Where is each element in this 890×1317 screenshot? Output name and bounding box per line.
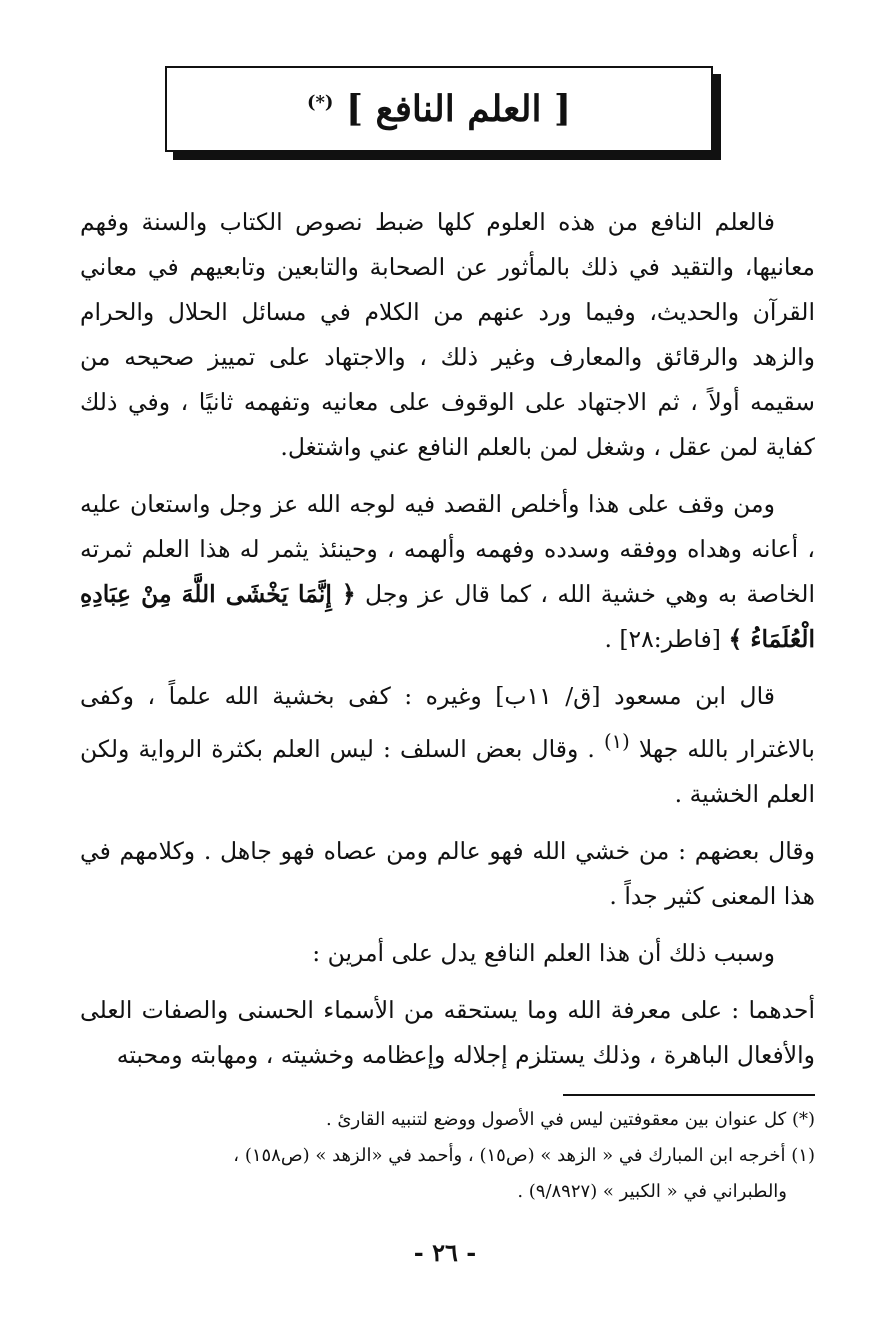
footnote-separator bbox=[563, 1094, 815, 1096]
page-title bbox=[307, 88, 571, 130]
title-text: [ العلم النافع ] bbox=[345, 88, 572, 130]
title-footnote-marker: (*) bbox=[306, 92, 334, 113]
footnote-ref-1: (١) bbox=[603, 730, 630, 753]
paragraph-3-text: قال ابن مسعود [ق/ ١١ب] وغيره : كفى بخشية الله علماً ، وكفى بالاغترار بالله جهلا bbox=[80, 682, 815, 763]
main-text bbox=[80, 200, 815, 1090]
footnote-1-continued: والطبراني في « الكبير » (٩/٨٩٢٧) . bbox=[517, 1181, 787, 1202]
paragraph-1: فالعلم النافع من هذه العلوم كلها ضبط نصوص الكتاب والسنة وفهم معانيها، والتقيد في ذلك بالمأثور عن الصحابة والتابعين وتابعيهم في معاني القرآن والحديث، وفيما ورد عنهم من الكلام في مسائل الحلال والحرام والزهد والرقائق والمعارف وغير ذلك ، والاجتهاد على تمييز صحيحه من سقيمه أولاً ، ثم الاجتهاد على الوقوف على معانيه وتفهمه ثانيًا ، وفي ذلك كفاية لمن عقل ، وشغل لمن بالعلم النافع عني واشتغل. bbox=[80, 208, 815, 461]
paragraph-2-text: ومن وقف على هذا وأخلص القصد فيه لوجه الله عز وجل واستعان عليه ، أعانه وهداه ووفقه وسدده وفهمه وألهمه ، وحينئذ يثمر له هذا العلم ثمرته الخاصة به وهي خشية الله ، كما قال عز وجل bbox=[80, 490, 815, 608]
quran-verse: ﴿ إِنَّمَا يَخْشَى اللَّهَ مِنْ عِبَادِهِ الْعُلَمَاءُ ﴾ bbox=[80, 580, 815, 653]
title-box bbox=[165, 66, 713, 152]
footnote-1: (١) أخرجه ابن المبارك في « الزهد » (ص١٥) ، وأحمد في «الزهد » (ص١٥٨) ، bbox=[233, 1145, 815, 1166]
verse-citation: [فاطر:٢٨] . bbox=[604, 625, 721, 653]
paragraph-6: أحدهما : على معرفة الله وما يستحقه من الأسماء الحسنى والصفات العلى والأفعال الباهرة ، وذلك يستلزم إجلاله وإعظامه وخشيته ، ومهابته ومحبته bbox=[80, 995, 815, 1069]
paragraph-3-text-cont: . وقال بعض السلف : ليس العلم بكثرة الرواية ولكن العلم الخشية . bbox=[80, 734, 815, 808]
page-number: - ٢٦ - bbox=[413, 1238, 477, 1267]
paragraph-2 bbox=[80, 482, 815, 662]
paragraph-3 bbox=[80, 674, 815, 817]
paragraph-5: وسبب ذلك أن هذا العلم النافع يدل على أمرين : bbox=[312, 938, 775, 967]
footnotes bbox=[80, 1102, 815, 1210]
paragraph-4: وقال بعضهم : من خشي الله فهو عالم ومن عصاه فهو جاهل . وكلامهم في هذا المعنى كثير جداً . bbox=[80, 836, 815, 910]
footnote-star: (*) كل عنوان بين معقوفتين ليس في الأصول ووضع لتنبيه القارئ . bbox=[325, 1109, 815, 1130]
